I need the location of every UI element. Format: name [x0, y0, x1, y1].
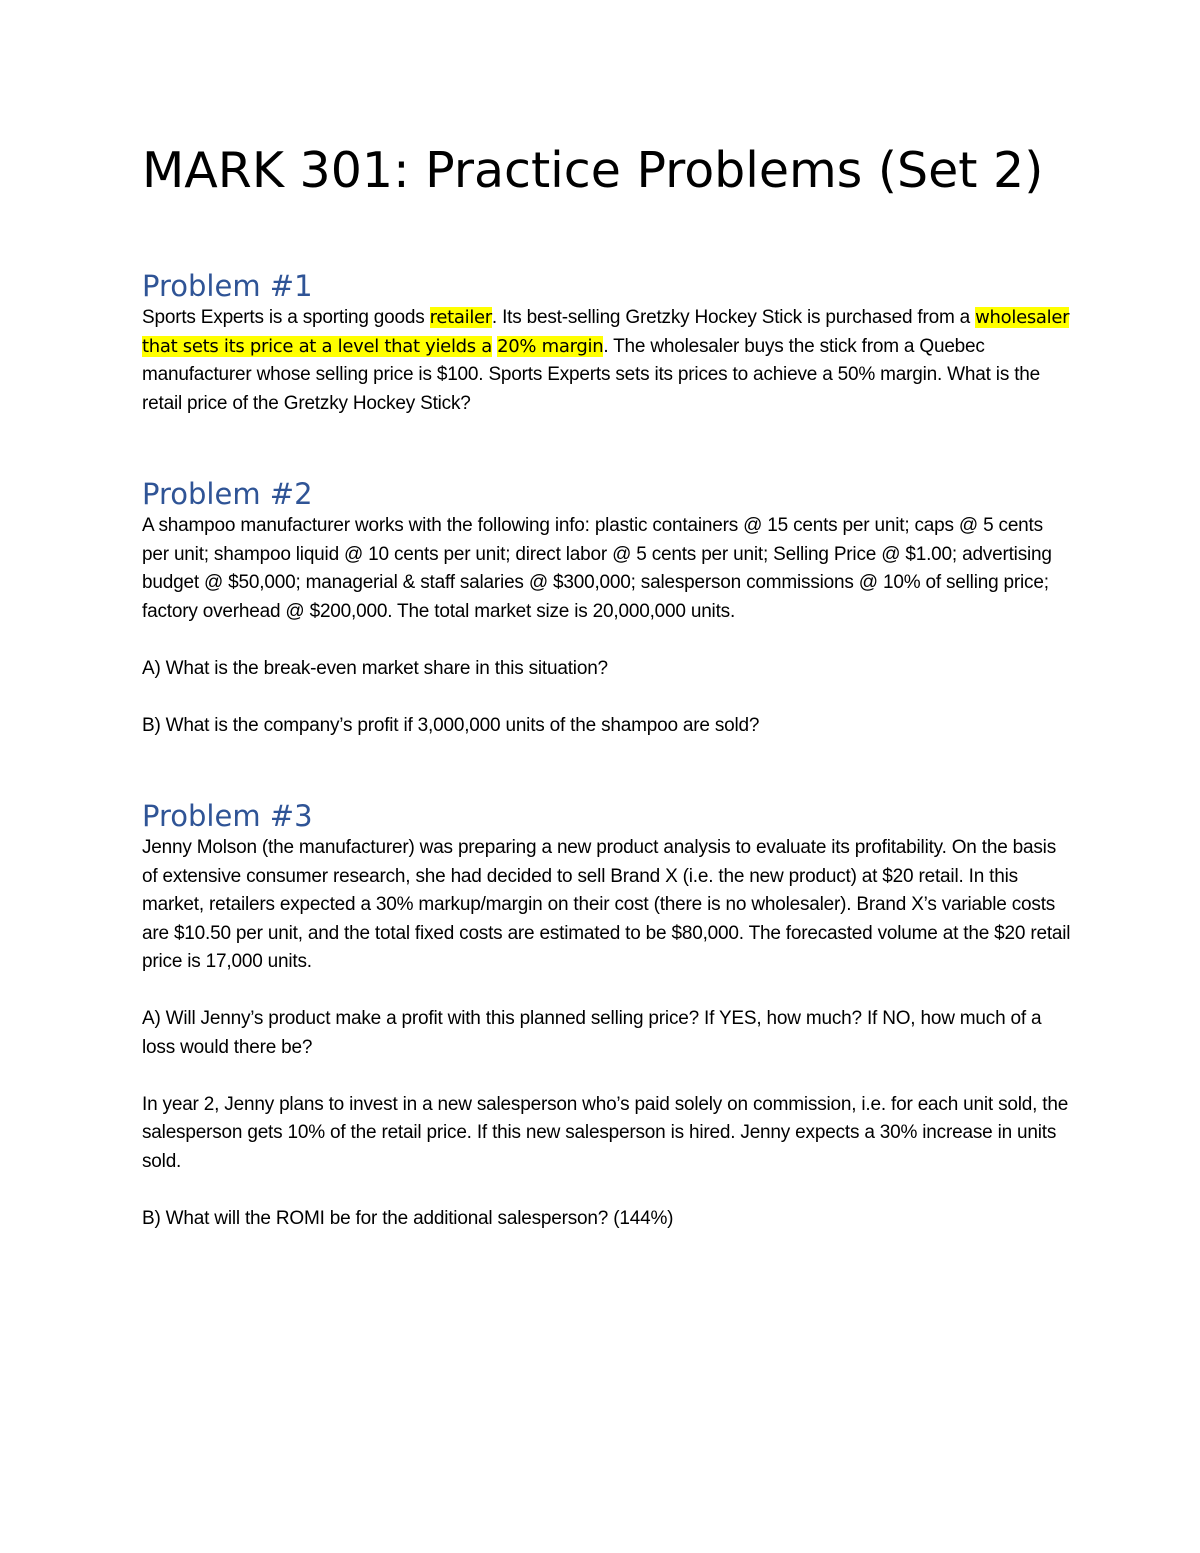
- highlight-wholesaler: wholesaler that sets its price at a level that yields a: [142, 307, 1070, 357]
- problem-1-text-c: . The wholesaler buys the stick from a Quebec manufacturer whose selling price is $100. Sports Experts sets its prices to achieve a 50% margin. What is the retail price of the Gretzky Hockey Stick?: [142, 335, 1041, 414]
- problem-2-body: A shampoo manufacturer works with the following info: plastic containers @ 15 cents per unit; caps @ 5 cents per unit; shampoo liquid @ 10 cents per unit; direct labor @ 5 cents per unit; Selling Price @ $1.00; advertising budget @ $50,000; managerial & staff salaries @ $300,000; salesperson commissions @ 10% of selling price; factory overhead @ $200,000. The total market size is 20,000,000 units.: [142, 515, 1052, 622]
- problem-3-question-a: A) Will Jenny’s product make a profit with this planned selling price? If YES, how much? If NO, how much of a loss would there be?: [142, 1008, 1042, 1058]
- problem-3-heading: Problem #3: [142, 799, 313, 833]
- highlight-margin: 20% margin: [497, 335, 604, 357]
- problem-1-text: [142, 304, 1072, 418]
- document-page: [142, 140, 1072, 1233]
- problem-2-question-b: B) What is the company’s profit if 3,000,000 units of the shampoo are sold?: [142, 714, 760, 736]
- problem-3-question-b: B) What will the ROMI be for the additional salesperson? (144%): [142, 1207, 674, 1229]
- problem-2-question-a: A) What is the break-even market share in this situation?: [142, 657, 608, 679]
- document-title: MARK 301: Practice Problems (Set 2): [142, 142, 1044, 199]
- problem-1-heading: Problem #1: [142, 269, 313, 303]
- problem-3-year-2: In year 2, Jenny plans to invest in a new salesperson who’s paid solely on commission, i.e. for each unit sold, the salesperson gets 10% of the retail price. If this new salesperson is hired. Jenny expects a 30% increase in units sold.: [142, 1093, 1069, 1172]
- problem-1-text-b: . Its best-selling Gretzky Hockey Stick is purchased from a: [491, 307, 976, 328]
- problem-3-body: Jenny Molson (the manufacturer) was preparing a new product analysis to evaluate its profitability. On the basis of extensive consumer research, she had decided to sell Brand X (i.e. the new product) at $20 retail. In this market, retailers expected a 30% markup/margin on their cost (there is no wholesaler). Brand X’s variable costs are $10.50 per unit, and the total fixed costs are estimated to be $80,000. The forecasted volume at the $20 retail price is 17,000 units.: [142, 837, 1071, 972]
- highlight-retailer: retailer: [429, 307, 492, 328]
- problem-2-heading: Problem #2: [142, 477, 313, 511]
- problem-1-text-a: Sports Experts is a sporting goods: [142, 307, 430, 328]
